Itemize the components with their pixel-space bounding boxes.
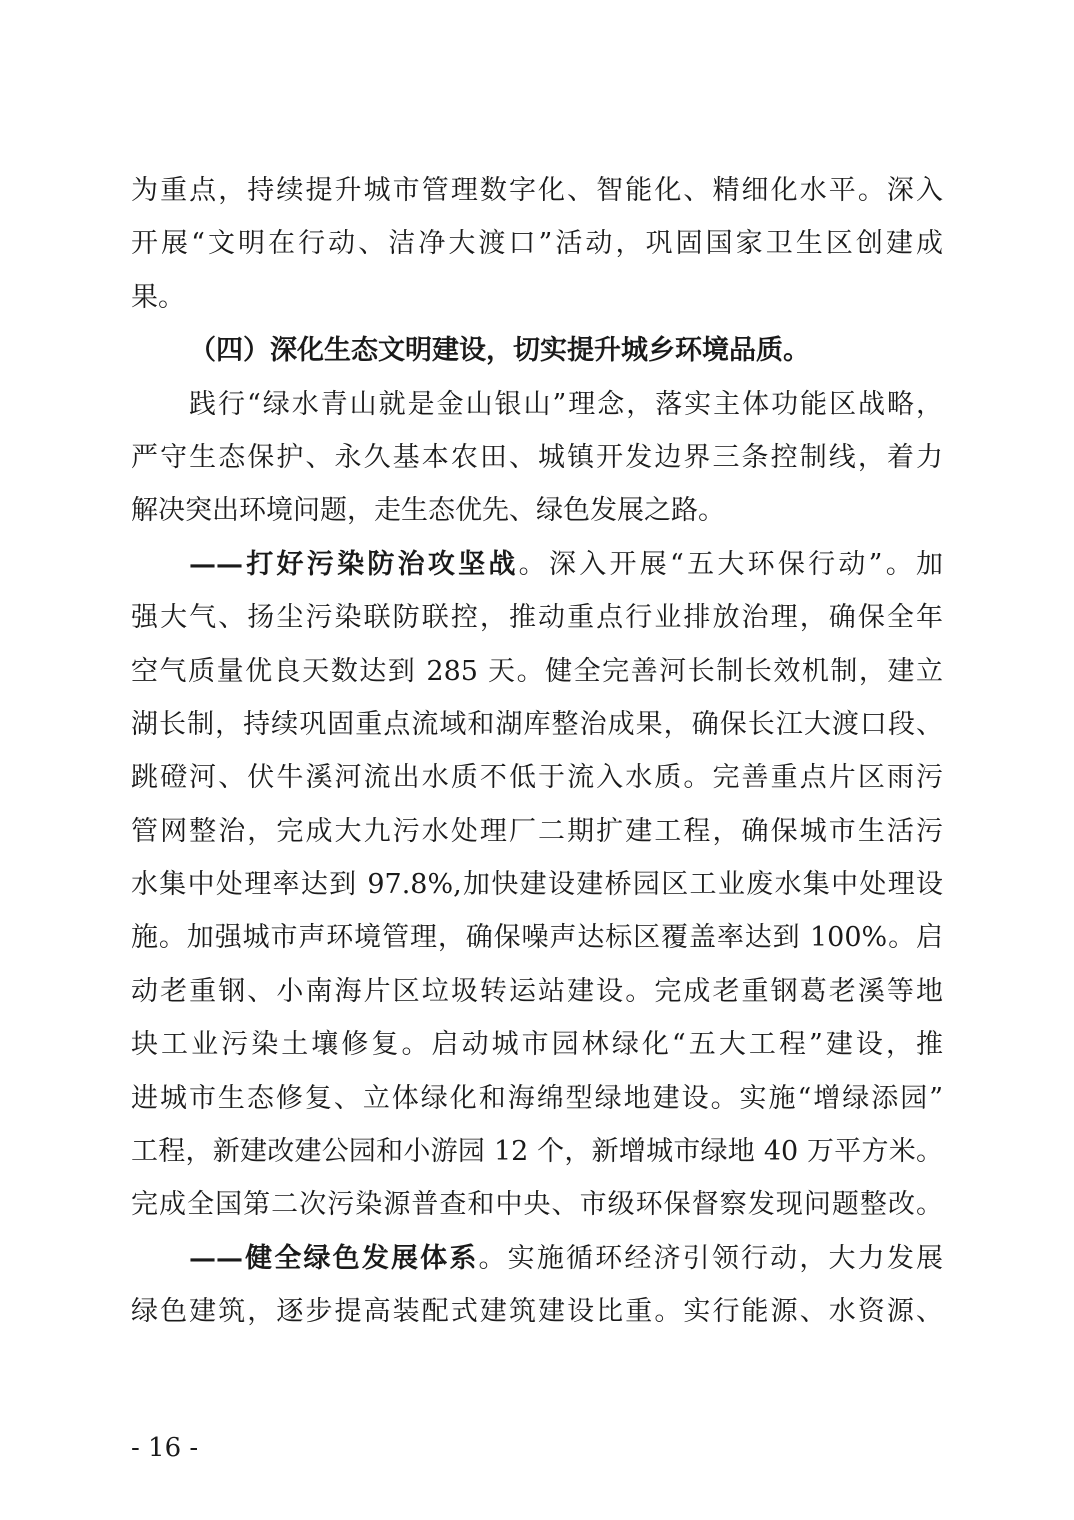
paragraph-line: 水集中处理率达到 97.8%,加快建设建桥园区工业废水集中处理设 <box>131 869 943 901</box>
paragraph-line: 践行“绿水青山就是金山银山”理念，落实主体功能区战略， <box>189 388 943 420</box>
paragraph-line: 完成全国第二次污染源普查和中央、市级环保督察发现问题整改。 <box>131 1189 943 1221</box>
paragraph-line: 动老重钢、小南海片区垃圾转运站建设。完成老重钢葛老溪等地 <box>131 975 943 1007</box>
paragraph-text: 。实施循环经济引领行动，大力发展 <box>478 1242 943 1274</box>
paragraph-line: 空气质量优良天数达到 285 天。健全完善河长制长效机制，建立 <box>131 655 943 687</box>
paragraph-line: 工程，新建改建公园和小游园 12 个，新增城市绿地 40 万平方米。 <box>131 1136 943 1168</box>
paragraph-line: 绿色建筑，逐步提高装配式建筑建设比重。实行能源、水资源、 <box>131 1296 943 1328</box>
paragraph-line <box>131 1232 943 1285</box>
subheading-inline: ——打好污染防治攻坚战 <box>189 548 519 580</box>
paragraph-line: 管网整治，完成大九污水处理厂二期扩建工程，确保城市生活污 <box>131 815 943 847</box>
paragraph-line: 施。加强城市声环境管理，确保噪声达标区覆盖率达到 100%。启 <box>131 922 943 954</box>
paragraph-line: 进城市生态修复、立体绿化和海绵型绿地建设。实施“增绿添园” <box>131 1082 943 1114</box>
subheading-inline: ——健全绿色发展体系 <box>189 1242 479 1274</box>
paragraph-line: 解决突出环境问题，走生态优先、绿色发展之路。 <box>131 495 725 527</box>
body-text <box>131 164 943 1339</box>
paragraph-line: 为重点，持续提升城市管理数字化、智能化、精细化水平。深入 <box>131 175 943 206</box>
page-number: - 16 - <box>131 1433 199 1463</box>
section-heading: （四）深化生态文明建设，切实提升城乡环境品质。 <box>189 335 810 367</box>
paragraph-line: 跳磴河、伏牛溪河流出水质不低于流入水质。完善重点片区雨污 <box>131 762 943 794</box>
paragraph-line: 强大气、扬尘污染联防联控，推动重点行业排放治理，确保全年 <box>131 602 943 634</box>
paragraph-line: 严守生态保护、永久基本农田、城镇开发边界三条控制线，着力 <box>131 441 943 473</box>
paragraph-line: 湖长制，持续巩固重点流域和湖库整治成果，确保长江大渡口段、 <box>131 708 943 740</box>
paragraph-text: 。深入开展“五大环保行动”。加 <box>518 548 944 580</box>
paragraph-line: 果。 <box>131 281 185 313</box>
paragraph-line: 块工业污染土壤修复。启动城市园林绿化“五大工程”建设，推 <box>131 1029 943 1061</box>
paragraph-line <box>131 538 943 591</box>
paragraph-line: 开展“文明在行动、洁净大渡口”活动，巩固国家卫生区创建成 <box>131 228 943 260</box>
